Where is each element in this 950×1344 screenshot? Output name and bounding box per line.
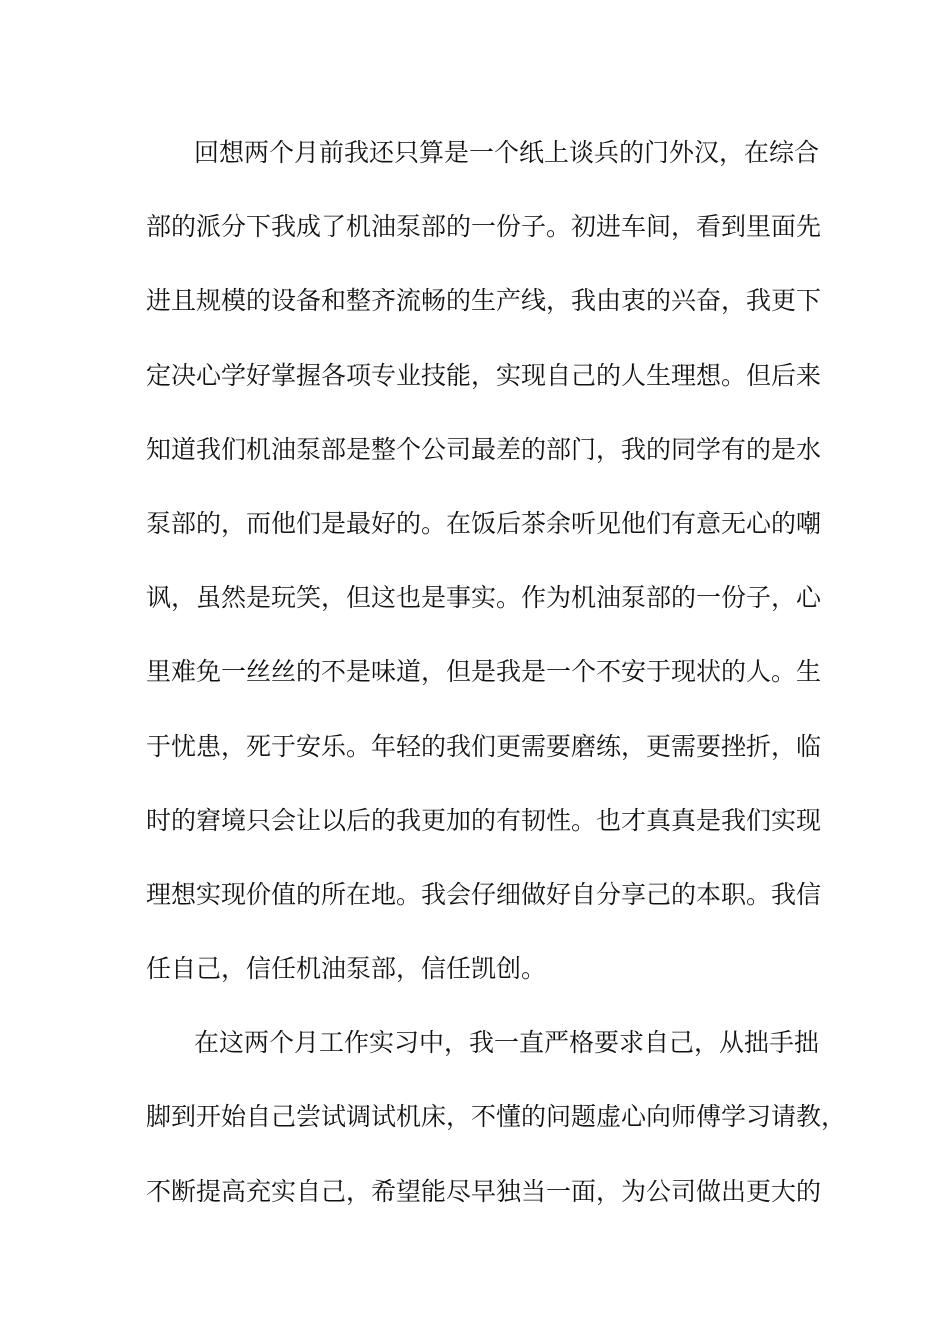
paragraph-1-line-11: 理想实现价值的所在地。我会仔细做好自分享己的本职。我信 <box>146 879 822 909</box>
paragraph-1-line-9: 于忧患，死于安乐。年轻的我们更需要磨练，更需要挫折，临 <box>146 731 822 761</box>
paragraph-2-line-2: 脚到开始自己尝试调试机床，不懂的问题虚心向师傅学习请教， <box>146 1102 847 1132</box>
paragraph-1-line-10: 时的窘境只会让以后的我更加的有韧性。也才真真是我们实现 <box>146 805 822 835</box>
document-body <box>146 132 847 1245</box>
paragraph-1-line-4: 定决心学好掌握各项专业技能，实现自己的人生理想。但后来 <box>146 360 822 390</box>
paragraph-2-line-1: 在这两个月工作实习中，我一直严格要求自己，从拙手拙 <box>194 1028 820 1058</box>
paragraph-1-line-3: 进且规模的设备和整齐流畅的生产线，我由衷的兴奋，我更下 <box>146 286 822 316</box>
paragraph-1-line-12: 任自己，信任机油泵部，信任凯创。 <box>146 954 547 984</box>
paragraph-1-line-1: 回想两个月前我还只算是一个纸上谈兵的门外汉，在综合 <box>194 138 820 167</box>
paragraph-1-line-7: 讽，虽然是玩笑，但这也是事实。作为机油泵部的一份子，心 <box>146 583 822 613</box>
paragraph-1-line-5: 知道我们机油泵部是整个公司最差的部门，我的同学有的是水 <box>146 434 822 464</box>
paragraph-2-line-3: 不断提高充实自己，希望能尽早独当一面，为公司做出更大的 <box>146 1176 822 1206</box>
paragraph-1-line-6: 泵部的，而他们是最好的。在饭后茶余听见他们有意无心的嘲 <box>146 508 822 538</box>
paragraph-1-line-8: 里难免一丝丝的不是味道，但是我是一个不安于现状的人。生 <box>146 657 822 687</box>
paragraph-1-line-2: 部的派分下我成了机油泵部的一份子。初进车间，看到里面先 <box>146 212 822 242</box>
